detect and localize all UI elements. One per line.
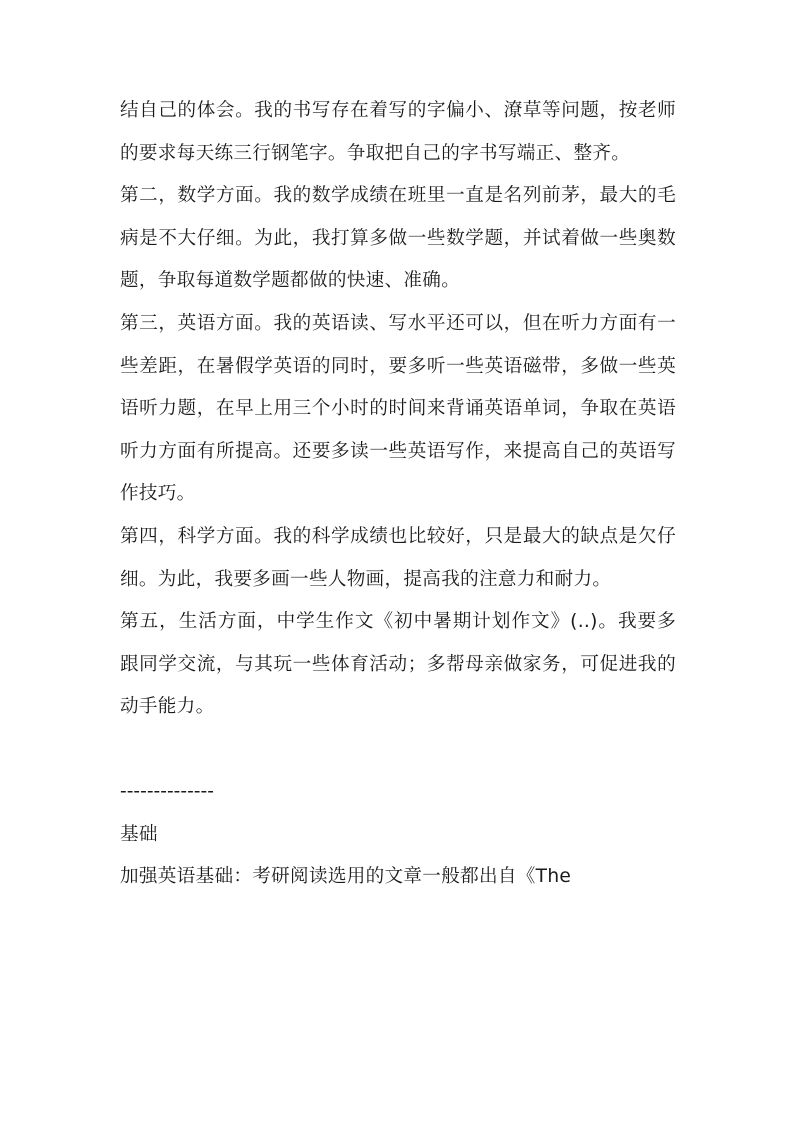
- separator-line: --------------: [120, 780, 214, 802]
- document-body: [120, 90, 676, 899]
- paragraph-english: 第三，英语方面。我的英语读、写水平还可以，但在听力方面有一些差距，在暑假学英语的同时，要多听一些英语磁带，多做一些英语听力题，在早上用三个小时的时间来背诵英语单词，争取在英语听力方面有所提高。还要多读一些英语写作，来提高自己的英语写作技巧。: [120, 312, 676, 505]
- section-heading: 基础: [120, 823, 158, 845]
- paragraph-science: 第四，科学方面。我的科学成绩也比较好，只是最大的缺点是欠仔细。为此，我要多画一些人物画，提高我的注意力和耐力。: [120, 525, 676, 590]
- paragraph-life: 第五，生活方面，中学生作文《初中暑期计划作文》(..)。我要多跟同学交流，与其玩一些体育活动；多帮母亲做家务，可促进我的动手能力。: [120, 611, 676, 718]
- paragraph-handwriting: 结自己的体会。我的书写存在着写的字偏小、潦草等问题，按老师的要求每天练三行钢笔字。争取把自己的字书写端正、整齐。: [120, 100, 676, 164]
- paragraph-english-foundation: 加强英语基础：考研阅读选用的文章一般都出自《The: [120, 866, 572, 888]
- paragraph-math: 第二，数学方面。我的数学成绩在班里一直是名列前茅，最大的毛病是不大仔细。为此，我打算多做一些数学题，并试着做一些奥数题，争取每道数学题都做的快速、准确。: [120, 185, 676, 292]
